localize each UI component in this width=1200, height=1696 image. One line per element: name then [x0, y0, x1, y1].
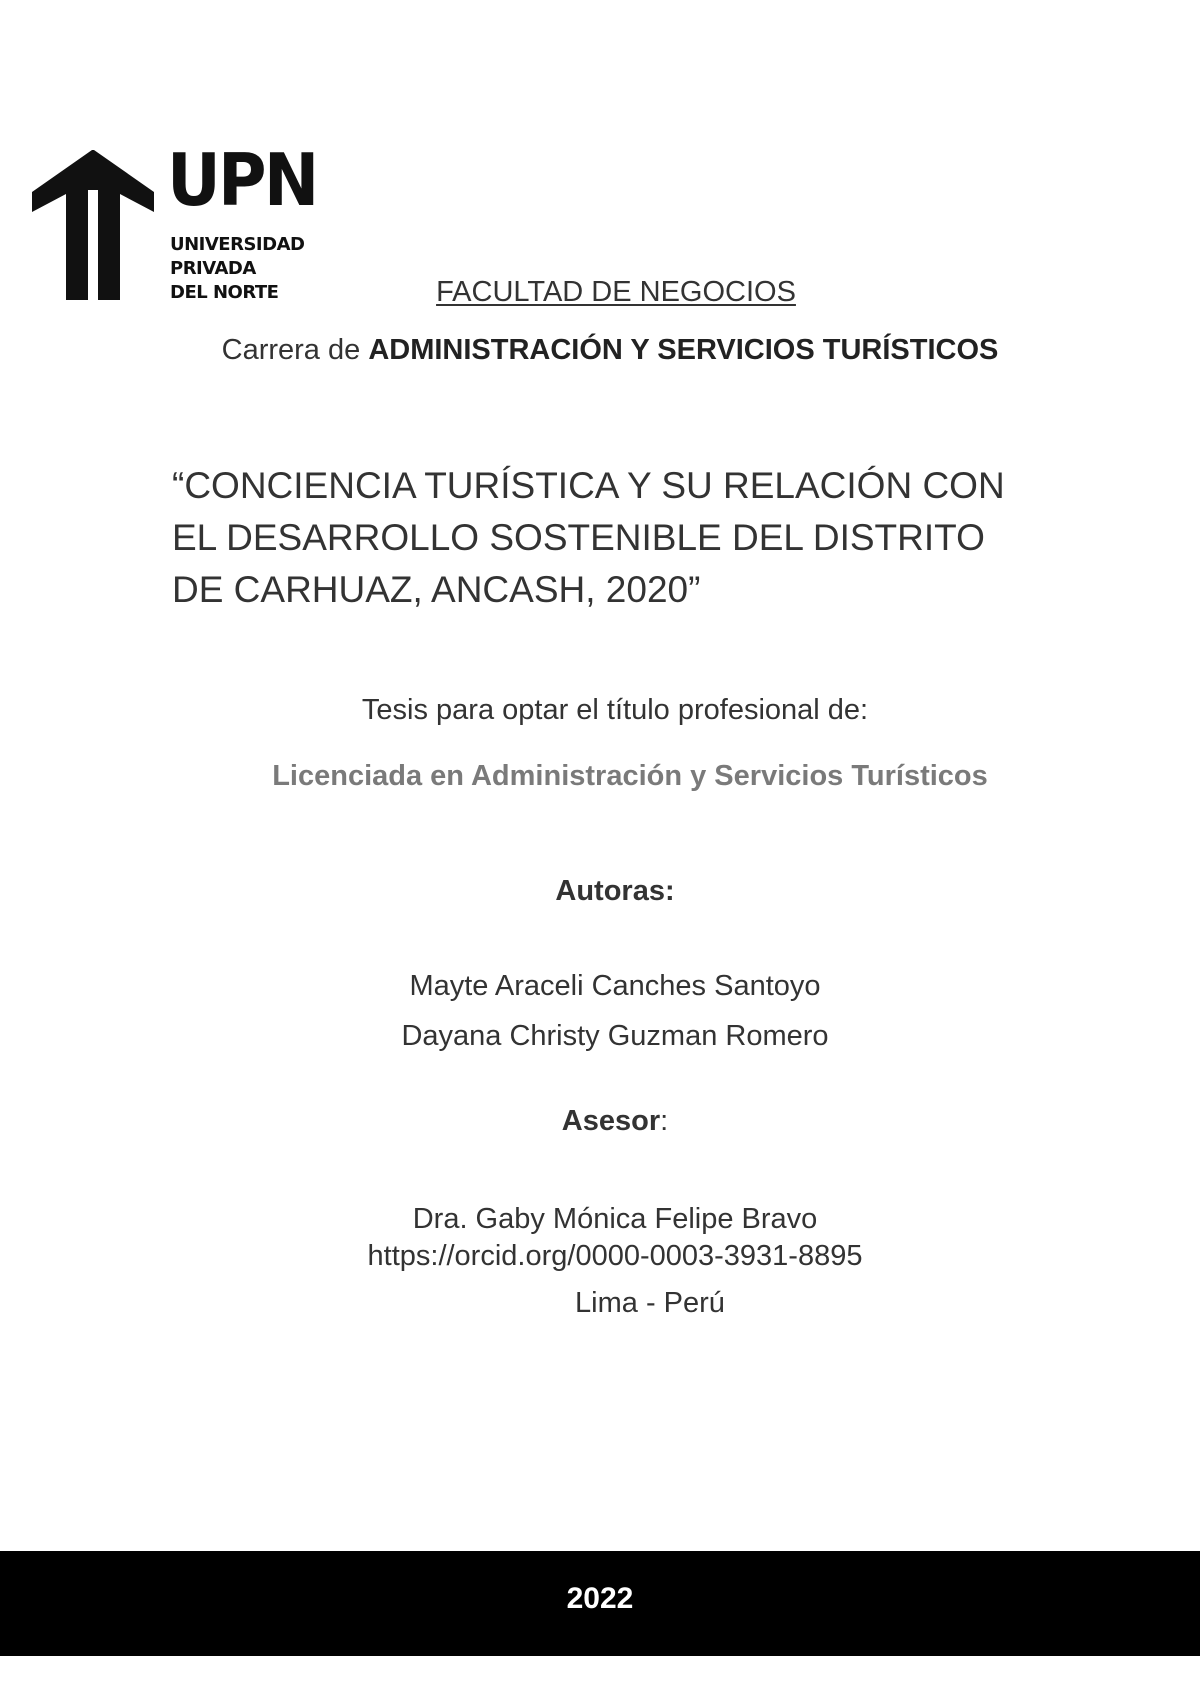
advisor-orcid-link[interactable]: https://orcid.org/0000-0003-3931-8895: [367, 1240, 863, 1272]
title-line: DE CARHUAZ, ANCASH, 2020”: [172, 569, 701, 610]
advisor-label-colon: :: [660, 1105, 669, 1137]
logo-university-name: [170, 233, 304, 305]
place: Lima - Perú: [575, 1287, 725, 1319]
title-line: “CONCIENCIA TURÍSTICA Y SU RELACIÓN CON: [172, 465, 1005, 506]
author-name: Dayana Christy Guzman Romero: [401, 1020, 829, 1052]
logo-acronym: UPN: [167, 138, 317, 222]
author-name: Mayte Araceli Canches Santoyo: [409, 970, 821, 1002]
faculty-name: FACULTAD DE NEGOCIOS: [436, 276, 796, 308]
thesis-purpose: Tesis para optar el título profesional de:: [361, 694, 869, 726]
upn-arrow-icon: [32, 150, 154, 300]
footer-band: [0, 1551, 1200, 1656]
authors-label: Autoras:: [555, 875, 675, 907]
advisor-label: [160, 1105, 1070, 1138]
logo-line-2: PRIVADA: [170, 258, 256, 279]
career-prefix: Carrera de: [221, 334, 369, 366]
year: 2022: [566, 1582, 634, 1615]
advisor-name: Dra. Gaby Mónica Felipe Bravo: [412, 1203, 818, 1235]
title-line: EL DESARROLLO SOSTENIBLE DEL DISTRITO: [172, 517, 985, 558]
university-logo: [32, 138, 317, 305]
career-name: ADMINISTRACIÓN Y SERVICIOS TURÍSTICOS: [368, 334, 999, 366]
logo-line-1: UNIVERSIDAD: [170, 234, 305, 255]
advisor-label-text: Asesor: [561, 1105, 661, 1137]
degree-title: Licenciada en Administración y Servicios Turísticos: [272, 760, 988, 792]
career-line: [160, 334, 1060, 367]
logo-line-3: DEL NORTE: [170, 282, 279, 303]
thesis-title: [172, 460, 1072, 616]
